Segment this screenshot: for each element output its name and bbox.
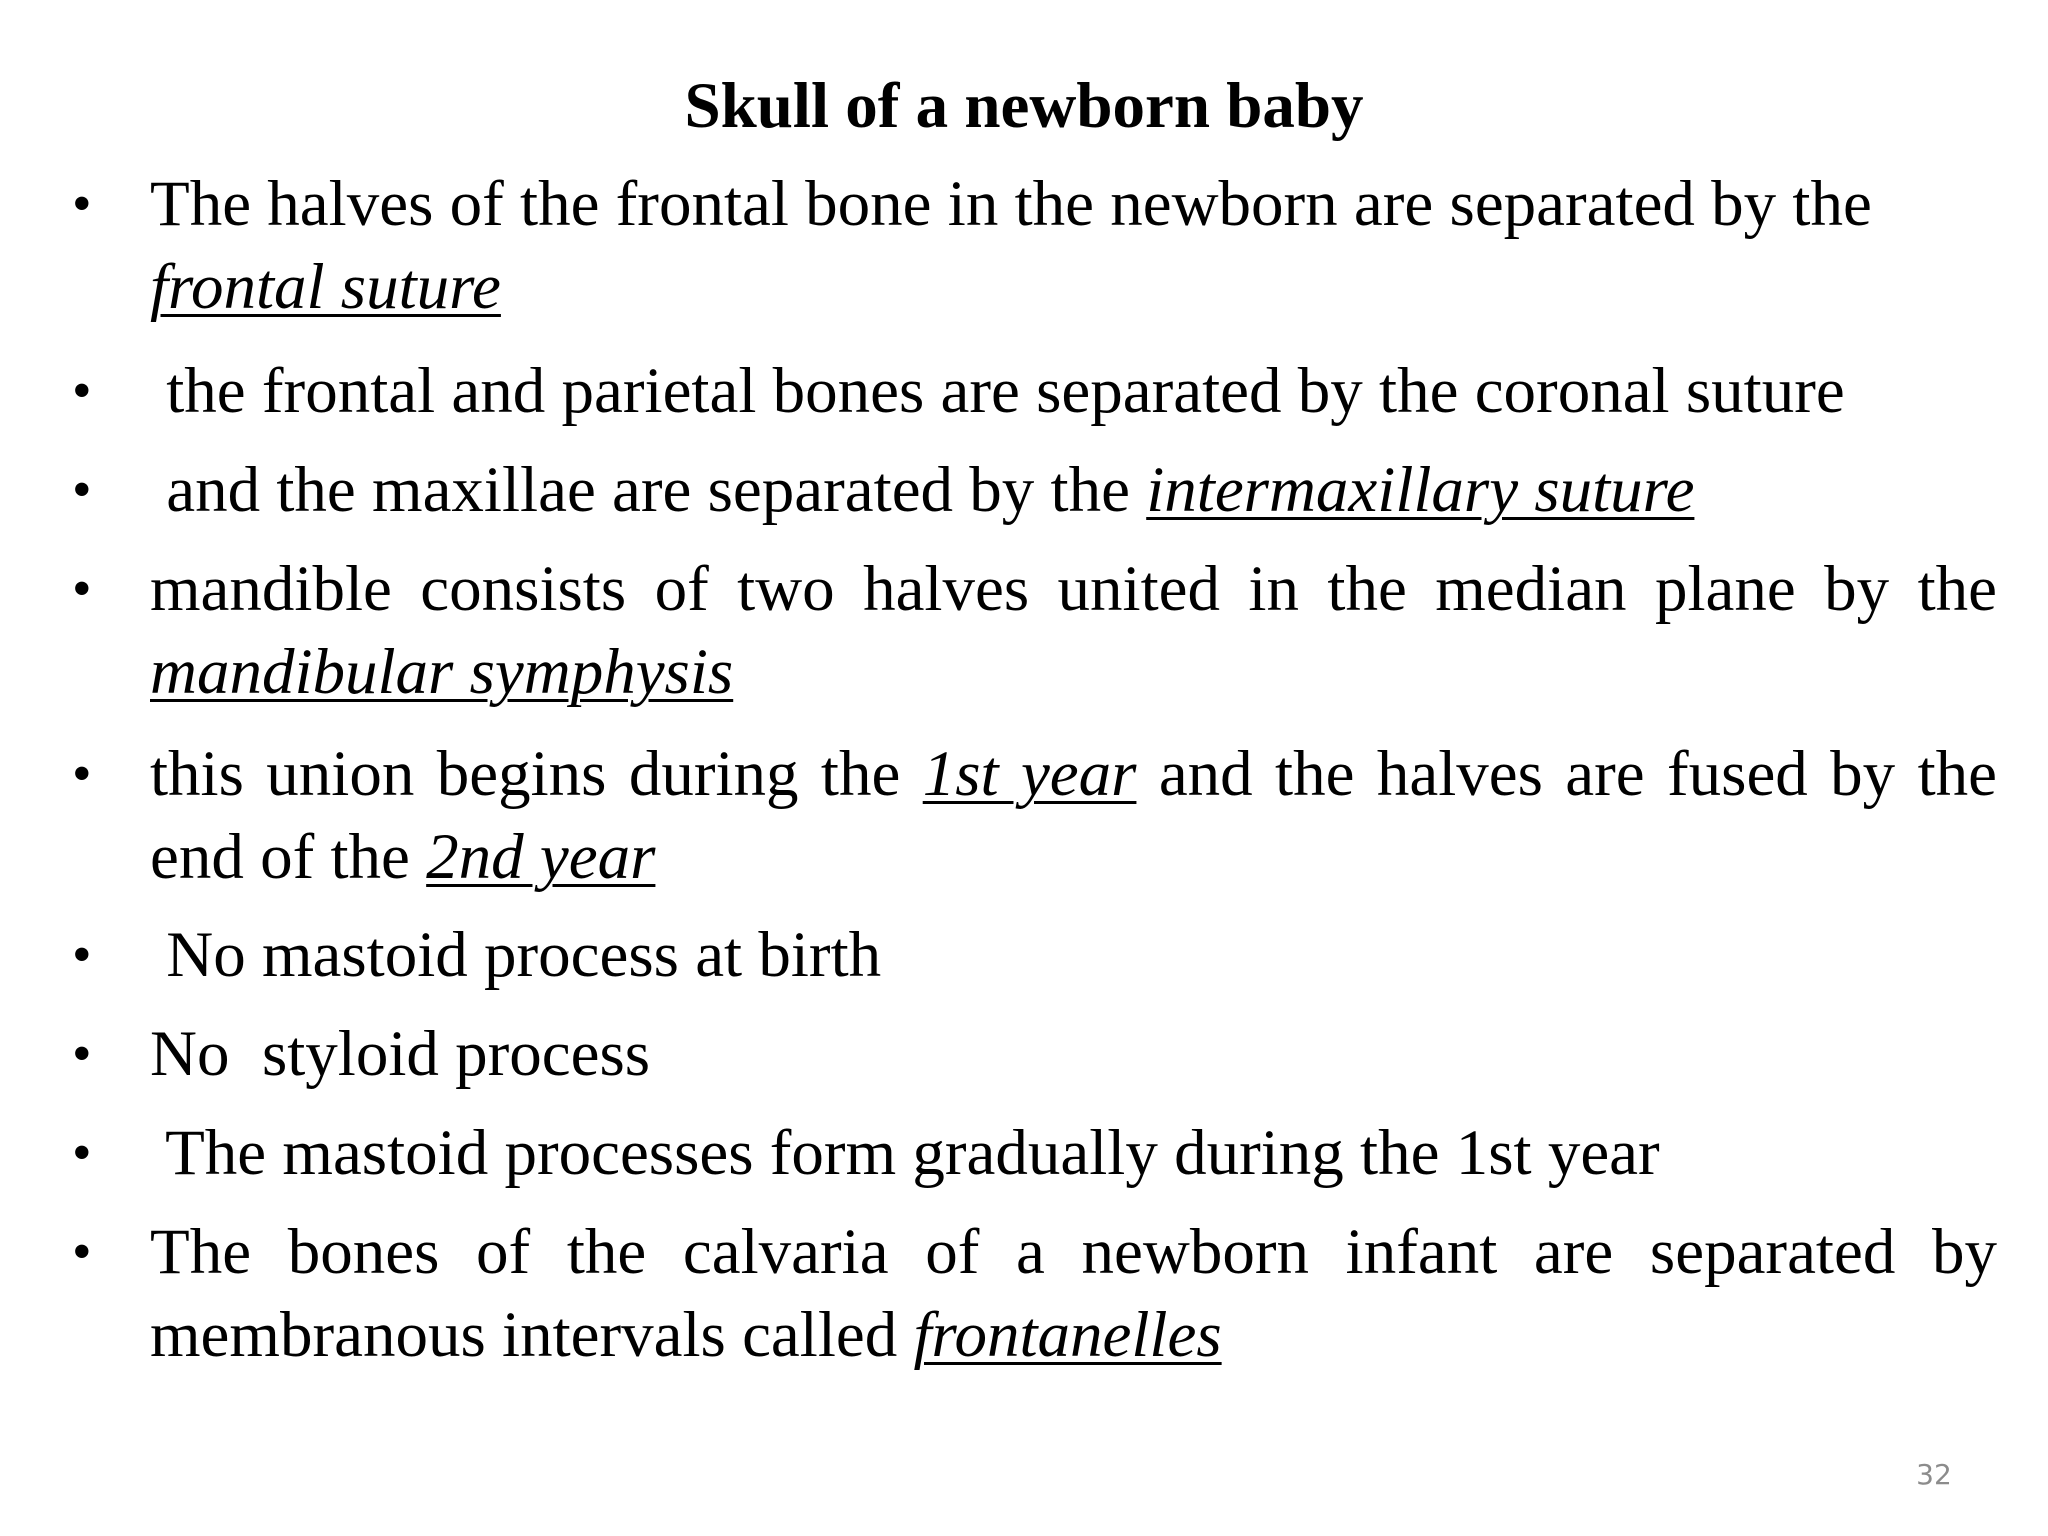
bullet-dot-icon: •	[72, 558, 92, 620]
bullet-emphasis: frontal suture	[150, 251, 501, 323]
bullet-text: this union begins during the	[150, 738, 923, 810]
bullet-item	[72, 163, 1997, 329]
bullet-emphasis: 1st year	[922, 738, 1137, 810]
bullet-emphasis: frontanelles	[913, 1299, 1222, 1371]
bullet-item	[72, 449, 1997, 532]
bullet-text: No styloid process	[150, 1018, 651, 1090]
slide-title: Skull of a newborn baby	[684, 70, 1364, 142]
bullet-emphasis: mandibular symphysis	[150, 636, 734, 708]
bullet-dot-icon: •	[72, 743, 92, 805]
bullet-dot-icon: •	[72, 459, 92, 521]
bullet-dot-icon: •	[72, 173, 92, 235]
bullet-dot-icon: •	[72, 924, 92, 986]
bullet-text: the frontal and parietal bones are separated by the coronal suture	[150, 355, 1845, 427]
bullet-dot-icon: •	[72, 1023, 92, 1085]
bullet-text: and the halves are fused by the end of the	[150, 738, 1997, 893]
bullet-item	[72, 1112, 1997, 1195]
bullet-item	[72, 1013, 1997, 1096]
bullet-text: The mastoid processes form gradually during the 1st year	[150, 1117, 1660, 1189]
bullet-item	[72, 548, 1997, 714]
bullet-text: mandible consists of two halves united in the median plane by the	[150, 553, 1997, 625]
page-number: 32	[1916, 1458, 1952, 1491]
bullet-text: No mastoid process at birth	[150, 919, 882, 991]
bullet-dot-icon: •	[72, 1221, 92, 1283]
bullet-item	[72, 350, 1997, 433]
bullet-text: The halves of the frontal bone in the newborn are separated by the	[150, 168, 1872, 240]
bullet-text: The bones of the calvaria of a newborn infant are separated by membranous intervals called	[150, 1216, 1997, 1371]
bullet-dot-icon: •	[72, 360, 92, 422]
bullet-emphasis: 2nd year	[426, 821, 656, 893]
bullet-text: and the maxillae are separated by the	[150, 454, 1147, 526]
bullet-item	[72, 733, 1997, 899]
bullet-dot-icon: •	[72, 1122, 92, 1184]
bullet-item	[72, 914, 1997, 997]
bullet-emphasis: intermaxillary suture	[1146, 454, 1695, 526]
bullet-item	[72, 1211, 1997, 1377]
